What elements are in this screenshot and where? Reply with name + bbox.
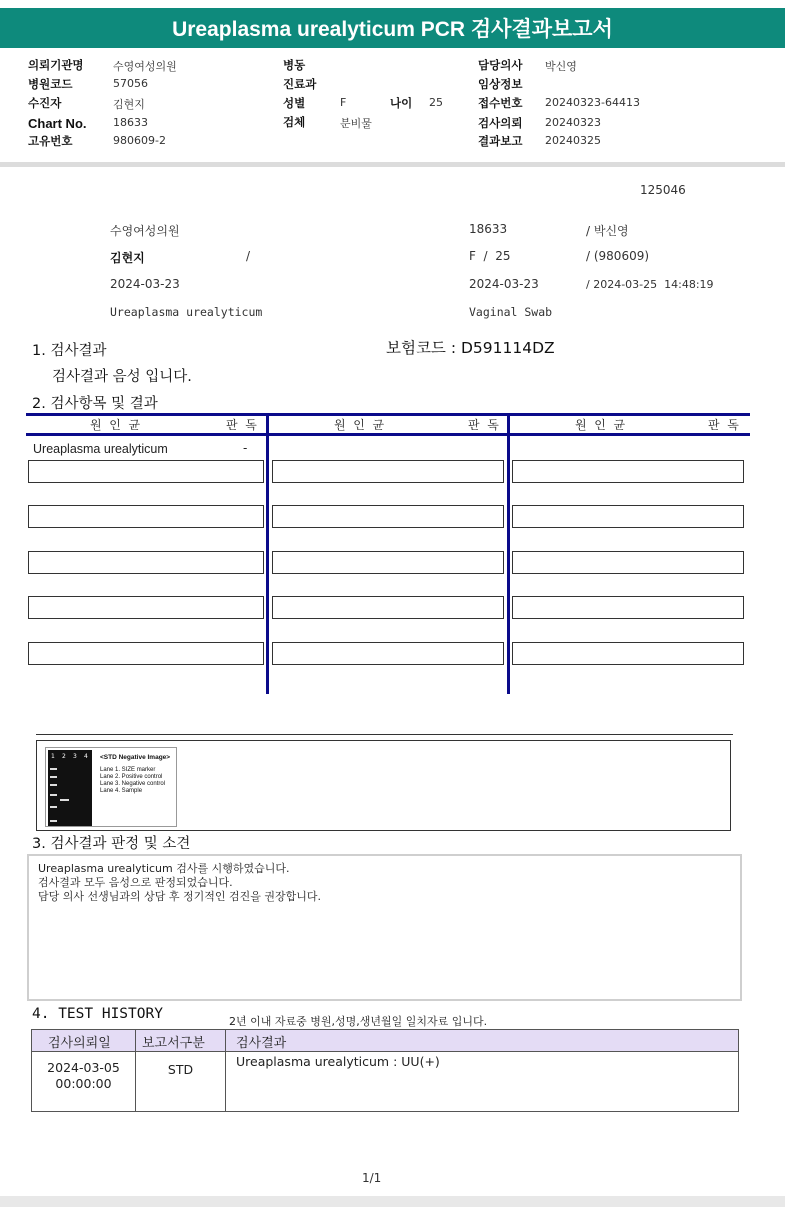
table-header-rule (26, 433, 750, 436)
col2-pathogen-header: 원 인 균 (334, 418, 385, 432)
empty-result-box (28, 642, 264, 665)
institution-label: 의뢰기관명 (28, 58, 84, 72)
sex-value: F (340, 96, 347, 109)
report-title: Ureaplasma urealyticum PCR 검사결과보고서 (0, 8, 785, 48)
empty-result-box (272, 460, 504, 483)
summary-birth: / (980609) (586, 249, 650, 263)
section1-title: 1. 검사결과 (32, 343, 107, 359)
row-pathogen: Ureaplasma urealyticum (33, 442, 168, 456)
summary-institution: 수영여성의원 (110, 224, 180, 238)
empty-result-box (28, 551, 264, 574)
summary-test-name: Ureaplasma urealyticum (110, 305, 263, 319)
lane-number: 3 (73, 753, 77, 760)
summary-patient: 김현지 (110, 251, 145, 265)
history-header (32, 1030, 738, 1052)
doctor-label: 담당의사 (478, 58, 523, 72)
specimen-label: 검체 (283, 115, 306, 129)
empty-result-box (512, 505, 744, 528)
gel-band (50, 776, 57, 778)
report-label: 결과보고 (478, 134, 523, 148)
gel-legend-item: Lane 3. Negative control (100, 781, 166, 787)
empty-result-box (512, 551, 744, 574)
section1-result: 검사결과 음성 입니다. (52, 369, 192, 385)
empty-result-box (272, 642, 504, 665)
col1-pathogen-header: 원 인 균 (90, 418, 141, 432)
image-top-rule (36, 734, 733, 735)
empty-result-box (512, 460, 744, 483)
clinical-label: 임상정보 (478, 77, 523, 91)
col1-judgment-header: 판 독 (226, 418, 257, 432)
summary-slash: / (246, 249, 251, 263)
history-type: STD (167, 1062, 194, 1077)
comment-line: 담당 의사 선생님과의 상담 후 정기적인 검진을 권장합니다. (38, 890, 321, 903)
lane-number: 1 (51, 753, 55, 760)
section4-title: 4. TEST HISTORY (32, 1006, 163, 1022)
comment-line: 검사결과 모두 음성으로 판정되었습니다. (38, 876, 233, 889)
report-value: 20240325 (545, 134, 601, 147)
gel-image (45, 747, 177, 827)
comment-box (27, 854, 742, 1001)
summary-collect-date: 2024-03-23 (110, 277, 180, 291)
insurance-code: 보험코드 : D591114DZ (386, 339, 555, 357)
age-label: 나이 (390, 96, 413, 110)
gel-band (60, 799, 69, 801)
gel-legend (100, 754, 170, 795)
lane-number: 2 (62, 753, 66, 760)
doctor-value: 박신영 (545, 60, 577, 73)
col3-pathogen-header: 원 인 균 (575, 418, 626, 432)
institution-value: 수영여성의원 (113, 60, 177, 73)
request-value: 20240323 (545, 116, 601, 129)
row-judgment: - (243, 441, 248, 455)
summary-chart: 18633 (469, 222, 508, 236)
lane-number: 4 (84, 753, 88, 760)
chart-value: 18633 (113, 116, 148, 129)
sex-label: 성별 (283, 96, 306, 110)
history-table (31, 1029, 739, 1112)
gel-band (50, 806, 57, 808)
section3-title: 3. 검사결과 판정 및 소견 (32, 836, 191, 852)
gel-band (50, 768, 57, 770)
results-table (26, 413, 750, 695)
empty-result-box (272, 505, 504, 528)
unique-label: 고유번호 (28, 134, 73, 148)
empty-result-box (272, 596, 504, 619)
col2-judgment-header: 판 독 (468, 418, 499, 432)
gel-band (50, 784, 57, 786)
hospital-code-label: 병원코드 (28, 77, 73, 91)
gel-legend-item: Lane 4. Sample (100, 788, 143, 794)
page-number: 1/1 (362, 1171, 382, 1185)
summary-specimen: Vaginal Swab (469, 305, 553, 319)
receipt-value: 20240323-64413 (545, 96, 640, 109)
history-col-date: 검사의뢰일 (48, 1035, 111, 1051)
hospital-code-value: 57056 (113, 77, 148, 90)
gel-band (50, 794, 57, 796)
empty-result-box (512, 596, 744, 619)
empty-result-box (272, 551, 504, 574)
history-date-cell (32, 1060, 135, 1092)
table-col-divider-2 (507, 413, 510, 694)
gel-band (50, 820, 57, 822)
history-result: Ureaplasma urealyticum : UU(+) (236, 1054, 440, 1069)
ward-label: 병동 (283, 58, 306, 72)
gel-image-box (36, 740, 731, 831)
empty-result-box (28, 460, 264, 483)
specimen-value: 분비물 (340, 117, 372, 130)
footer-bar (0, 1196, 785, 1207)
empty-result-box (28, 596, 264, 619)
gel-photo (48, 750, 92, 826)
table-col-divider-1 (266, 413, 269, 694)
history-time: 00:00:00 (55, 1076, 112, 1091)
dept-label: 진료과 (283, 77, 317, 91)
section2-title: 2. 검사항목 및 결과 (32, 396, 158, 412)
summary-report-datetime: / 2024-03-25 14:48:19 (586, 278, 714, 291)
header-divider (0, 162, 785, 167)
history-date: 2024-03-05 (47, 1060, 120, 1075)
report-code: 125046 (640, 183, 686, 197)
patient-label: 수진자 (28, 96, 62, 110)
empty-result-box (512, 642, 744, 665)
unique-value: 980609-2 (113, 134, 166, 147)
chart-label: Chart No. (28, 116, 87, 131)
summary-receive-date: 2024-03-23 (469, 277, 539, 291)
comment-line: Ureaplasma urealyticum 검사를 시행하였습니다. (38, 862, 290, 875)
gel-legend-item: Lane 2. Positive control (100, 774, 163, 780)
empty-result-box (28, 505, 264, 528)
history-col-divider (225, 1030, 226, 1111)
gel-legend-title: <STD Negative Image> (100, 754, 171, 761)
history-col-result: 검사결과 (236, 1035, 287, 1051)
history-col-type: 보고서구분 (142, 1035, 205, 1051)
summary-doctor: / 박신영 (586, 224, 629, 238)
age-value: 25 (429, 96, 443, 109)
summary-sex-age: F / 25 (469, 249, 511, 263)
patient-value: 김현지 (113, 98, 145, 111)
request-label: 검사의뢰 (478, 116, 523, 130)
receipt-label: 접수번호 (478, 96, 523, 110)
gel-legend-item: Lane 1. SIZE marker (100, 767, 156, 773)
col3-judgment-header: 판 독 (708, 418, 739, 432)
history-note: 2년 이내 자료중 병원,성명,생년월일 일치자료 입니다. (229, 1015, 488, 1028)
